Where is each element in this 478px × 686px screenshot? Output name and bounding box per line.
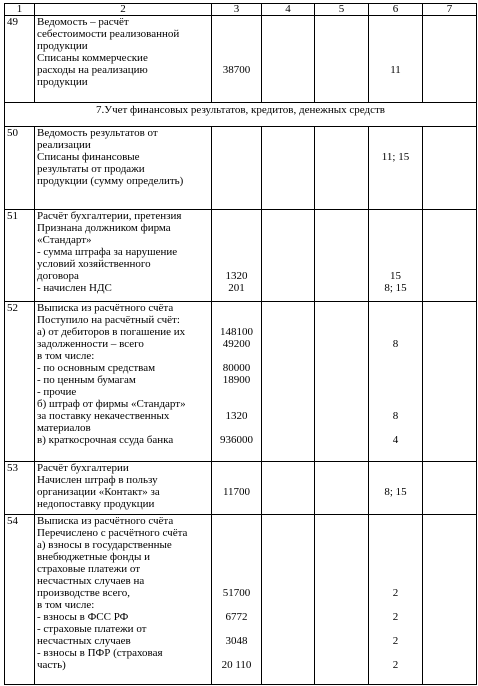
empty-cell <box>423 127 477 210</box>
empty-cell <box>315 515 369 685</box>
empty-cell <box>262 462 315 515</box>
table-row <box>5 302 477 462</box>
column-number-cell: 2 <box>35 4 212 16</box>
empty-cell <box>423 302 477 462</box>
column-number-cell: 5 <box>315 4 369 16</box>
section-title: 7.Учет финансовых результатов, кредитов, денежных средств <box>5 103 477 127</box>
amount-cell: 148100 49200 80000 18900 1320 936000 <box>212 302 262 462</box>
table-row <box>5 462 477 515</box>
column-number-cell: 3 <box>212 4 262 16</box>
empty-cell <box>315 210 369 302</box>
account-cell: 2 2 2 2 <box>369 515 423 685</box>
operation-description: Расчёт бухгалтерии Начислен штраф в пользу организации «Контакт» за недопоставку продукции <box>35 462 212 515</box>
empty-cell <box>423 515 477 685</box>
operation-number: 51 <box>5 210 35 302</box>
operation-description: Выписка из расчётного счёта Перечислено с расчётного счёта а) взносы в государственные внебюджетные фонды и страховые платежи от несчастных случаев на производстве всего, в том числе: - взносы в ФСС РФ - страховые платежи от несчастных случаев - взносы в ПФР (страховая часть) <box>35 515 212 685</box>
empty-cell <box>262 127 315 210</box>
empty-cell <box>262 515 315 685</box>
account-cell: 11; 15 <box>369 127 423 210</box>
column-number-cell: 6 <box>369 4 423 16</box>
empty-cell <box>315 16 369 103</box>
column-number-cell: 1 <box>5 4 35 16</box>
table-row <box>5 127 477 210</box>
amount-cell: 51700 6772 3048 20 110 <box>212 515 262 685</box>
transactions-table <box>4 3 477 685</box>
column-number-cell: 7 <box>423 4 477 16</box>
operation-number: 54 <box>5 515 35 685</box>
operation-number: 53 <box>5 462 35 515</box>
amount-cell: 11700 <box>212 462 262 515</box>
table-row <box>5 210 477 302</box>
empty-cell <box>315 462 369 515</box>
account-cell: 11 <box>369 16 423 103</box>
amount-cell: 1320 201 <box>212 210 262 302</box>
amount-cell <box>212 127 262 210</box>
account-cell: 8; 15 <box>369 462 423 515</box>
column-number-row <box>5 4 477 16</box>
operation-number: 52 <box>5 302 35 462</box>
table-row <box>5 16 477 103</box>
empty-cell <box>262 16 315 103</box>
table-row <box>5 515 477 685</box>
empty-cell <box>262 302 315 462</box>
section-header-row <box>5 103 477 127</box>
operation-description: Расчёт бухгалтерии, претензия Признана должником фирма «Стандарт» - сумма штрафа за нарушение условий хозяйственного договора - начислен НДС <box>35 210 212 302</box>
operation-description: Ведомость результатов от реализации Списаны финансовые результаты от продажи продукции (сумму определить) <box>35 127 212 210</box>
operation-description: Ведомость – расчёт себестоимости реализованной продукции Списаны коммерческие расходы на реализацию продукции <box>35 16 212 103</box>
empty-cell <box>423 16 477 103</box>
empty-cell <box>315 127 369 210</box>
empty-cell <box>423 462 477 515</box>
account-cell: 8 8 4 <box>369 302 423 462</box>
account-cell: 15 8; 15 <box>369 210 423 302</box>
empty-cell <box>423 210 477 302</box>
amount-cell: 38700 <box>212 16 262 103</box>
empty-cell <box>315 302 369 462</box>
operation-number: 49 <box>5 16 35 103</box>
operation-description: Выписка из расчётного счёта Поступило на расчётный счёт: а) от дебиторов в погашение их задолженности – всего в том числе: - по основным средствам - по ценным бумагам - прочие б) штраф от фирмы «Стандарт» за поставку некачественных материалов в) краткосрочная ссуда банка <box>35 302 212 462</box>
ledger-sheet <box>4 3 476 685</box>
operation-number: 50 <box>5 127 35 210</box>
column-number-cell: 4 <box>262 4 315 16</box>
empty-cell <box>262 210 315 302</box>
